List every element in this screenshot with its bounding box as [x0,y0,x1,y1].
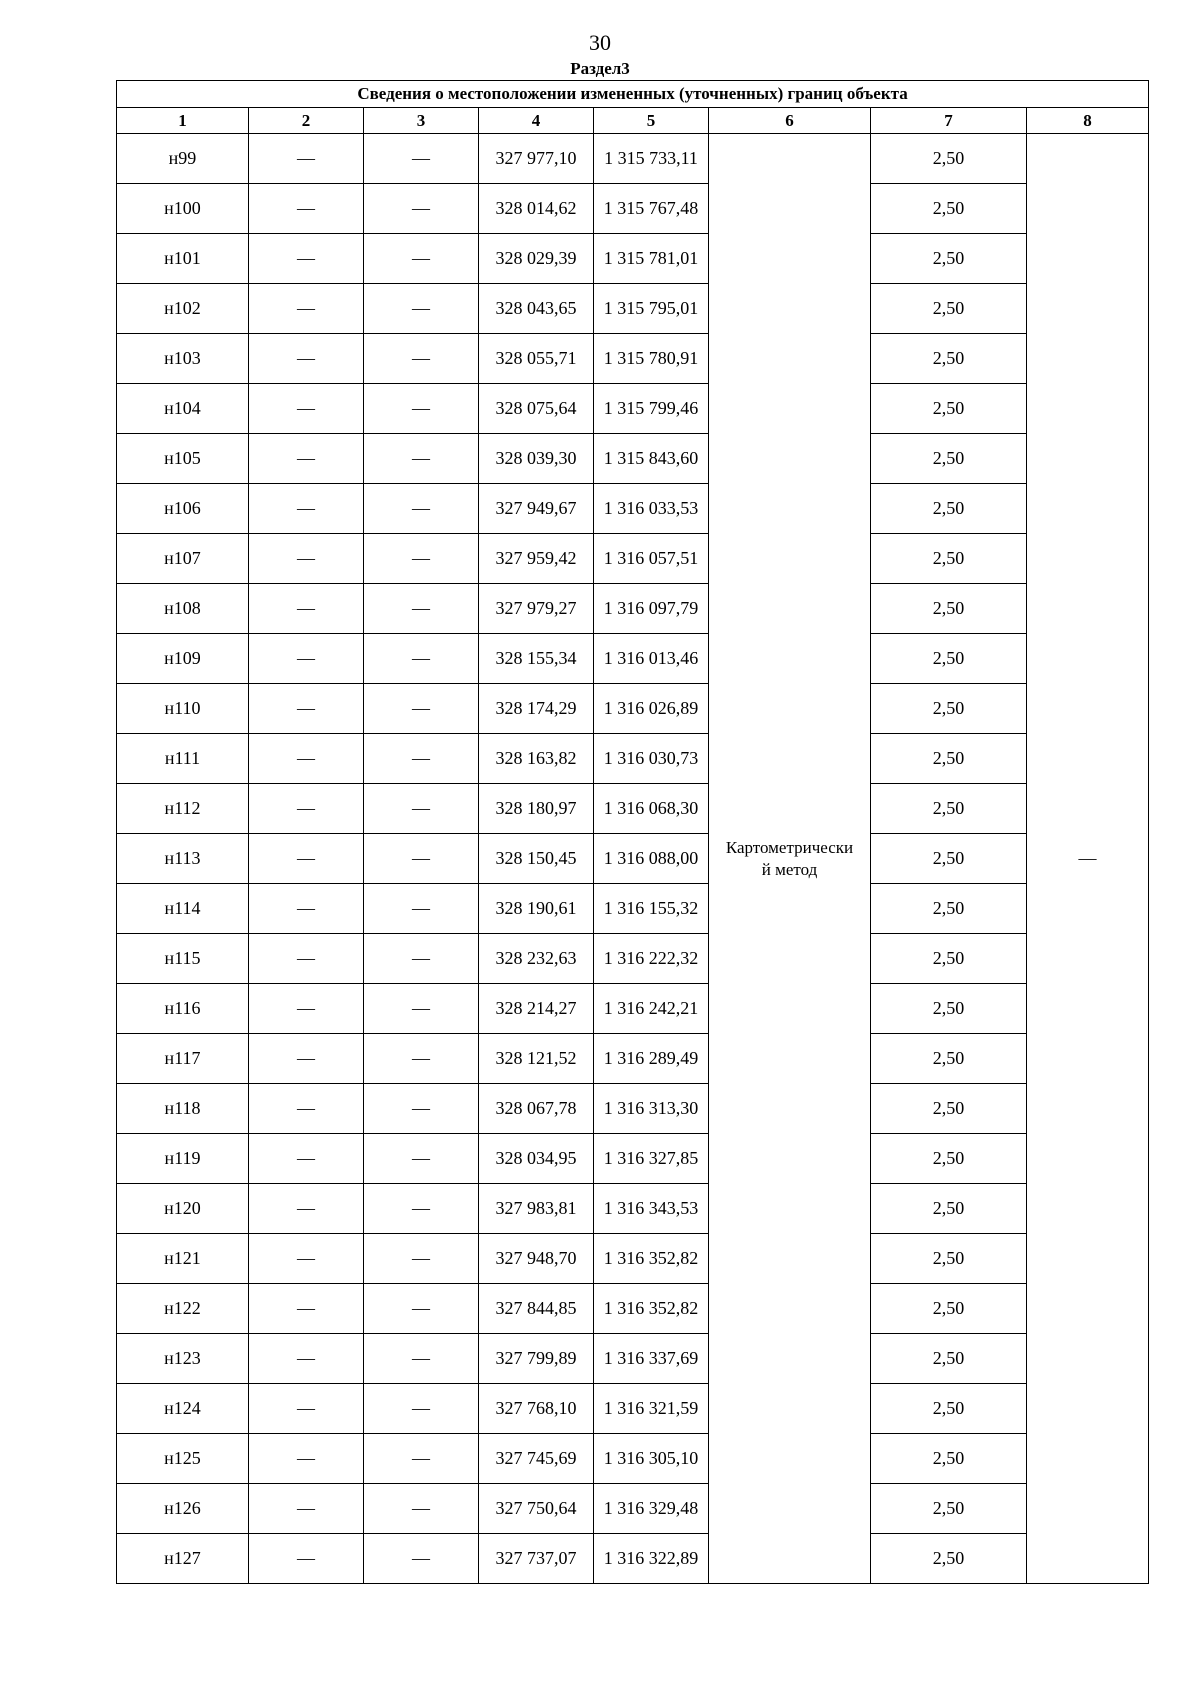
point-name-cell: н118 [117,1084,249,1134]
y-coordinate-cell: 1 316 327,85 [594,1134,709,1184]
column-header-8: 8 [1027,108,1149,134]
y-coordinate-cell: 1 316 329,48 [594,1484,709,1534]
x-coordinate-cell: 328 121,52 [479,1034,594,1084]
y-coordinate-cell: 1 316 013,46 [594,634,709,684]
x-coordinate-cell: 328 150,45 [479,834,594,884]
column-header-2: 2 [249,108,364,134]
y-coordinate-cell: 1 315 799,46 [594,384,709,434]
page-number: 30 [589,30,611,55]
x-coordinate-cell: 328 180,97 [479,784,594,834]
column-header-4: 4 [479,108,594,134]
table-row [117,1034,1149,1084]
point-name-cell: н103 [117,334,249,384]
y-coordinate-cell: 1 316 033,53 [594,484,709,534]
column-header-7: 7 [871,108,1027,134]
x-coordinate-cell: 328 029,39 [479,234,594,284]
table-row [117,384,1149,434]
table-row [117,1334,1149,1384]
point-name-cell: н124 [117,1384,249,1434]
column-2-cell: — [249,384,364,434]
column-2-cell: — [249,984,364,1034]
y-coordinate-cell: 1 316 088,00 [594,834,709,884]
column-2-cell: — [249,234,364,284]
table-row [117,584,1149,634]
x-coordinate-cell: 327 745,69 [479,1434,594,1484]
accuracy-cell: 2,50 [871,1484,1027,1534]
table-row [117,1234,1149,1284]
column-2-cell: — [249,834,364,884]
column-header-3: 3 [364,108,479,134]
column-2-cell: — [249,1284,364,1334]
column-3-cell: — [364,834,479,884]
column-2-cell: — [249,434,364,484]
column-3-cell: — [364,134,479,184]
accuracy-cell: 2,50 [871,384,1027,434]
point-name-cell: н121 [117,1234,249,1284]
point-name-cell: н101 [117,234,249,284]
accuracy-cell: 2,50 [871,484,1027,534]
coordinates-table [116,80,1149,1584]
x-coordinate-cell: 328 232,63 [479,934,594,984]
x-coordinate-cell: 327 977,10 [479,134,594,184]
y-coordinate-cell: 1 316 352,82 [594,1234,709,1284]
column-3-cell: — [364,284,479,334]
column-3-cell: — [364,884,479,934]
y-coordinate-cell: 1 316 057,51 [594,534,709,584]
accuracy-cell: 2,50 [871,534,1027,584]
column-3-cell: — [364,984,479,1034]
table-row [117,1534,1149,1584]
section-title: Раздел3 [570,59,630,78]
table-row [117,234,1149,284]
y-coordinate-cell: 1 316 026,89 [594,684,709,734]
x-coordinate-cell: 328 214,27 [479,984,594,1034]
column-3-cell: — [364,1434,479,1484]
accuracy-cell: 2,50 [871,234,1027,284]
accuracy-cell: 2,50 [871,684,1027,734]
y-coordinate-cell: 1 316 068,30 [594,784,709,834]
y-coordinate-cell: 1 316 321,59 [594,1384,709,1434]
column-2-cell: — [249,1334,364,1384]
point-name-cell: н116 [117,984,249,1034]
x-coordinate-cell: 327 750,64 [479,1484,594,1534]
point-name-cell: н107 [117,534,249,584]
accuracy-cell: 2,50 [871,1034,1027,1084]
column-2-cell: — [249,784,364,834]
table-row [117,434,1149,484]
y-coordinate-cell: 1 315 795,01 [594,284,709,334]
y-coordinate-cell: 1 316 337,69 [594,1334,709,1384]
x-coordinate-cell: 328 190,61 [479,884,594,934]
accuracy-cell: 2,50 [871,634,1027,684]
y-coordinate-cell: 1 316 322,89 [594,1534,709,1584]
column-3-cell: — [364,484,479,534]
x-coordinate-cell: 328 075,64 [479,384,594,434]
accuracy-cell: 2,50 [871,934,1027,984]
point-name-cell: н106 [117,484,249,534]
column-2-cell: — [249,1434,364,1484]
point-name-cell: н108 [117,584,249,634]
accuracy-cell: 2,50 [871,584,1027,634]
y-coordinate-cell: 1 316 305,10 [594,1434,709,1484]
accuracy-cell: 2,50 [871,1534,1027,1584]
column-2-cell: — [249,884,364,934]
column-2-cell: — [249,734,364,784]
column-3-cell: — [364,334,479,384]
column-2-cell: — [249,1084,364,1134]
column-3-cell: — [364,1134,479,1184]
point-name-cell: н112 [117,784,249,834]
method-text-line-1: Картометрически [725,837,854,857]
column-2-cell: — [249,284,364,334]
column-3-cell: — [364,234,479,284]
accuracy-cell: 2,50 [871,884,1027,934]
column-3-cell: — [364,1484,479,1534]
y-coordinate-cell: 1 316 242,21 [594,984,709,1034]
column-2-cell: — [249,634,364,684]
column-header-6: 6 [709,108,871,134]
column-2-cell: — [249,1234,364,1284]
column-2-cell: — [249,934,364,984]
accuracy-cell: 2,50 [871,1434,1027,1484]
y-coordinate-cell: 1 315 843,60 [594,434,709,484]
point-name-cell: н105 [117,434,249,484]
table-row [117,284,1149,334]
accuracy-cell: 2,50 [871,1184,1027,1234]
accuracy-cell: 2,50 [871,1234,1027,1284]
point-name-cell: н100 [117,184,249,234]
x-coordinate-cell: 328 055,71 [479,334,594,384]
y-coordinate-cell: 1 316 343,53 [594,1184,709,1234]
point-name-cell: н120 [117,1184,249,1234]
accuracy-cell: 2,50 [871,284,1027,334]
accuracy-cell: 2,50 [871,1384,1027,1434]
x-coordinate-cell: 327 979,27 [479,584,594,634]
accuracy-cell: 2,50 [871,1284,1027,1334]
column-2-cell: — [249,1184,364,1234]
table-row [117,934,1149,984]
accuracy-cell: 2,50 [871,1334,1027,1384]
point-name-cell: н125 [117,1434,249,1484]
column-3-cell: — [364,1534,479,1584]
accuracy-cell: 2,50 [871,834,1027,884]
point-name-cell: н127 [117,1534,249,1584]
y-coordinate-cell: 1 316 222,32 [594,934,709,984]
column-3-cell: — [364,634,479,684]
column-8-cell: — [1027,134,1149,1584]
point-name-cell: н119 [117,1134,249,1184]
x-coordinate-cell: 327 799,89 [479,1334,594,1384]
point-name-cell: н99 [117,134,249,184]
point-name-cell: н102 [117,284,249,334]
column-2-cell: — [249,1034,364,1084]
y-coordinate-cell: 1 315 781,01 [594,234,709,284]
column-3-cell: — [364,784,479,834]
x-coordinate-cell: 327 948,70 [479,1234,594,1284]
table-row [117,1084,1149,1134]
table-row [117,484,1149,534]
table-row [117,334,1149,384]
column-3-cell: — [364,1334,479,1384]
column-3-cell: — [364,1384,479,1434]
column-header-5: 5 [594,108,709,134]
x-coordinate-cell: 327 737,07 [479,1534,594,1584]
column-3-cell: — [364,434,479,484]
column-3-cell: — [364,1084,479,1134]
table-row [117,1284,1149,1334]
accuracy-cell: 2,50 [871,184,1027,234]
table-row [117,184,1149,234]
column-2-cell: — [249,1384,364,1434]
x-coordinate-cell: 328 174,29 [479,684,594,734]
column-2-cell: — [249,1484,364,1534]
x-coordinate-cell: 327 949,67 [479,484,594,534]
method-text-line-2: й метод [761,859,818,879]
table-row [117,1384,1149,1434]
point-name-cell: н111 [117,734,249,784]
table-row [117,1134,1149,1184]
column-2-cell: — [249,684,364,734]
column-2-cell: — [249,134,364,184]
point-name-cell: н115 [117,934,249,984]
y-coordinate-cell: 1 316 289,49 [594,1034,709,1084]
table-row [117,784,1149,834]
column-2-cell: — [249,1134,364,1184]
x-coordinate-cell: 328 155,34 [479,634,594,684]
x-coordinate-cell: 328 043,65 [479,284,594,334]
table-row [117,834,1149,884]
table-row [117,684,1149,734]
y-coordinate-cell: 1 316 030,73 [594,734,709,784]
table-row [117,634,1149,684]
column-3-cell: — [364,1284,479,1334]
table-row [117,884,1149,934]
accuracy-cell: 2,50 [871,334,1027,384]
column-3-cell: — [364,734,479,784]
y-coordinate-cell: 1 315 733,11 [594,134,709,184]
y-coordinate-cell: 1 316 155,32 [594,884,709,934]
accuracy-cell: 2,50 [871,1084,1027,1134]
column-2-cell: — [249,184,364,234]
table-row [117,1434,1149,1484]
accuracy-cell: 2,50 [871,784,1027,834]
table-caption: Сведения о местоположении измененных (уточненных) границ объекта [117,81,1149,108]
column-3-cell: — [364,584,479,634]
table-row [117,1184,1149,1234]
table-row [117,984,1149,1034]
column-3-cell: — [364,184,479,234]
column-3-cell: — [364,384,479,434]
column-header-1: 1 [117,108,249,134]
table-body [117,134,1149,1584]
x-coordinate-cell: 328 039,30 [479,434,594,484]
x-coordinate-cell: 327 959,42 [479,534,594,584]
y-coordinate-cell: 1 316 313,30 [594,1084,709,1134]
column-3-cell: — [364,684,479,734]
x-coordinate-cell: 328 163,82 [479,734,594,784]
method-cell [709,134,871,1584]
accuracy-cell: 2,50 [871,1134,1027,1184]
x-coordinate-cell: 327 844,85 [479,1284,594,1334]
table-row [117,734,1149,784]
x-coordinate-cell: 327 768,10 [479,1384,594,1434]
accuracy-cell: 2,50 [871,434,1027,484]
point-name-cell: н126 [117,1484,249,1534]
x-coordinate-cell: 328 067,78 [479,1084,594,1134]
point-name-cell: н114 [117,884,249,934]
y-coordinate-cell: 1 315 767,48 [594,184,709,234]
y-coordinate-cell: 1 316 097,79 [594,584,709,634]
column-3-cell: — [364,1234,479,1284]
x-coordinate-cell: 328 014,62 [479,184,594,234]
column-2-cell: — [249,334,364,384]
accuracy-cell: 2,50 [871,984,1027,1034]
point-name-cell: н109 [117,634,249,684]
column-2-cell: — [249,484,364,534]
table-row [117,1484,1149,1534]
column-2-cell: — [249,584,364,634]
x-coordinate-cell: 327 983,81 [479,1184,594,1234]
column-3-cell: — [364,1034,479,1084]
table-row [117,534,1149,584]
point-name-cell: н113 [117,834,249,884]
point-name-cell: н110 [117,684,249,734]
column-2-cell: — [249,1534,364,1584]
table-row [117,134,1149,184]
point-name-cell: н104 [117,384,249,434]
column-2-cell: — [249,534,364,584]
column-3-cell: — [364,534,479,584]
accuracy-cell: 2,50 [871,134,1027,184]
accuracy-cell: 2,50 [871,734,1027,784]
point-name-cell: н122 [117,1284,249,1334]
column-3-cell: — [364,1184,479,1234]
y-coordinate-cell: 1 316 352,82 [594,1284,709,1334]
column-3-cell: — [364,934,479,984]
column-number-row [117,108,1149,134]
y-coordinate-cell: 1 315 780,91 [594,334,709,384]
point-name-cell: н117 [117,1034,249,1084]
x-coordinate-cell: 328 034,95 [479,1134,594,1184]
point-name-cell: н123 [117,1334,249,1384]
